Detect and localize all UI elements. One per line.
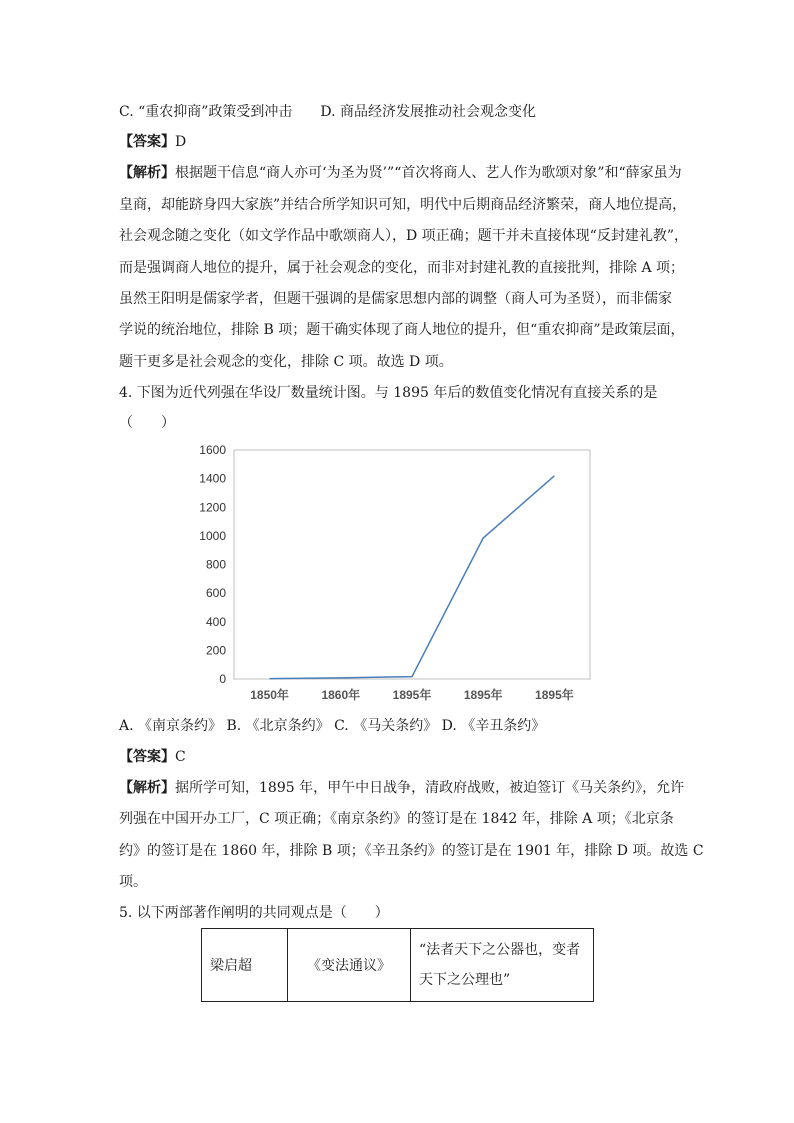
y-tick-label: 1200: [199, 500, 226, 515]
y-tick-label: 0: [219, 672, 226, 686]
x-tick-label: 1895年: [463, 688, 503, 702]
work-cell: 《变法通议》: [288, 929, 411, 1002]
y-tick-label: 600: [205, 586, 226, 601]
q3-analysis-line-3: 而是强调商人地位的提升，属于社会观念的变化，而非对封建礼教的直接批判，排除 A 项；: [119, 260, 685, 276]
table-row: [202, 929, 594, 1002]
quote-line: “法者天下之公器也，变者: [419, 942, 581, 958]
q4-answer: [119, 747, 186, 767]
analysis-text: 根据题干信息“商人亦可‘为圣为贤’”“首次将商人、艺人作为歌颂对象”和“薛家虽为: [175, 165, 682, 181]
author-cell: 梁启超: [202, 929, 288, 1002]
q3-options-cd: C. “重农抑商”政策受到冲击 D. 商品经济发展推动社会观念变化: [119, 104, 537, 120]
y-tick-label: 1400: [199, 471, 226, 486]
plot-frame: [234, 450, 590, 679]
q4-blank: （ ）: [119, 415, 175, 431]
quote-table: [201, 928, 594, 1002]
series-line: [270, 476, 555, 679]
x-tick-label: 1850年: [250, 688, 289, 702]
q5-stem: 5. 以下两部著作阐明的共同观点是（ ）: [119, 905, 389, 921]
x-tick-label: 1860年: [321, 688, 361, 702]
y-tick-label: 400: [205, 614, 226, 629]
analysis-tag: 【解析】: [119, 165, 175, 181]
y-axis-ticks: [199, 443, 226, 686]
q3-analysis-line-0: [119, 163, 682, 183]
q3-analysis-line-2: 社会观念随之变化（如文学作品中歌颂商人），D 项正确；题干并未直接体现“反封建礼教”，: [119, 228, 688, 244]
q4-stem: 4. 下图为近代列强在华设厂数量统计图。与 1895 年后的数值变化情况有直接关系的是: [119, 385, 658, 401]
y-tick-label: 800: [205, 557, 226, 572]
q4-analysis-line-2: 约》的签订是在 1860 年，排除 B 项；《辛丑条约》的签订是在 1901 年，排除 D 项。故选 C: [119, 843, 704, 859]
q3-answer: [119, 132, 186, 152]
q4-analysis-line-0: [119, 778, 684, 798]
analysis-text: 据所学可知，1895 年，甲午中日战争，清政府战败，被迫签订《马关条约》，允许: [175, 780, 685, 796]
analysis-tag: 【解析】: [119, 780, 175, 796]
quote-line: 天下之公理也”: [419, 972, 511, 988]
answer-tag: 【答案】: [119, 134, 175, 150]
y-tick-label: 1600: [199, 443, 226, 457]
q3-analysis-line-5: 学说的统治地位，排除 B 项；题干确实体现了商人地位的提升，但“重农抑商”是政策层面，: [119, 322, 685, 338]
quote-cell: [411, 929, 594, 1002]
y-tick-label: 1000: [199, 528, 226, 543]
x-axis-ticks: [250, 687, 574, 702]
factory-count-chart: [190, 440, 600, 710]
q4-options: A. 《南京条约》 B. 《北京条约》 C. 《马关条约》 D. 《辛丑条约》: [119, 718, 546, 734]
q3-analysis-line-4: 虽然王阳明是儒家学者，但题干强调的是儒家思想内部的调整（商人可为圣贤），而非儒家: [119, 291, 672, 307]
q4-analysis-line-3: 项。: [119, 874, 147, 890]
q4-analysis-line-1: 列强在中国开办工厂，C 项正确；《南京条约》的签订是在 1842 年，排除 A 项；《北京条: [119, 811, 674, 827]
y-tick-label: 200: [205, 643, 226, 658]
answer-value: C: [175, 749, 186, 765]
q3-analysis-line-1: 皇商，却能跻身四大家族”并结合所学知识可知，明代中后期商品经济繁荣，商人地位提高，: [119, 197, 687, 213]
x-tick-label: 1895年: [535, 688, 574, 702]
x-tick-label: 1895年: [392, 688, 432, 702]
q3-analysis-line-6: 题干更多是社会观念的变化，排除 C 项。故选 D 项。: [119, 354, 453, 370]
answer-value: D: [175, 134, 187, 150]
answer-tag: 【答案】: [119, 749, 175, 765]
